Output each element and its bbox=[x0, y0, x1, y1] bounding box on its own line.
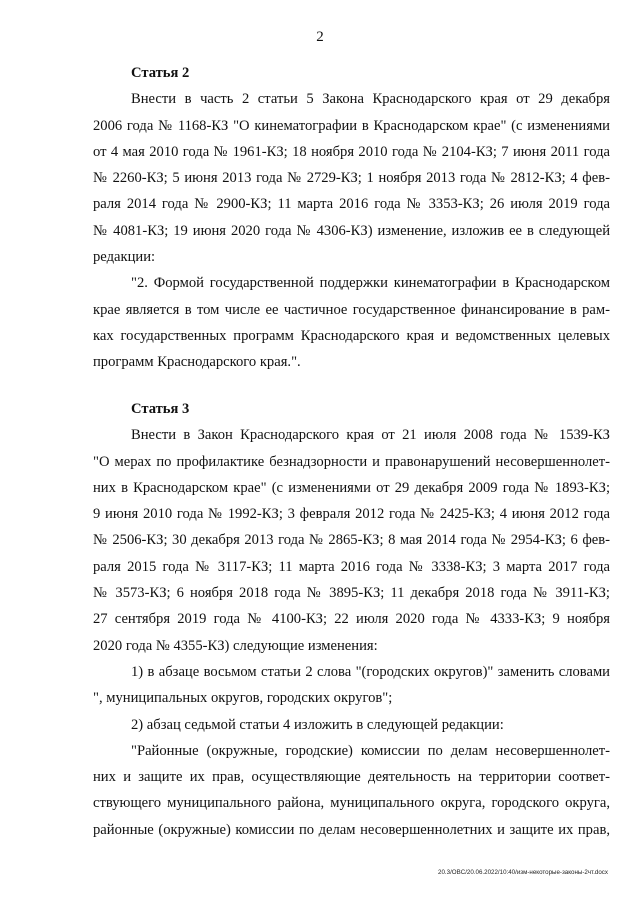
article-3-line: "Районные (окружные, городские) комиссии по делам несовершеннолет- bbox=[131, 742, 610, 759]
article-2-line: редакции: bbox=[93, 249, 156, 266]
article-3-line: них и защите их прав, осуществляющие деятельность на территории соответ- bbox=[93, 769, 610, 786]
article-3-line: районные (окружные) комиссии по делам несовершеннолетних и защите их прав, bbox=[93, 821, 610, 838]
article-3-line: № 2506-КЗ; 30 декабря 2013 года № 2865-КЗ; 8 мая 2014 года № 2954-КЗ; 6 фев- bbox=[93, 532, 610, 549]
article-2-line: от 4 мая 2010 года № 1961-КЗ; 18 ноября 2010 года № 2104-КЗ; 7 июня 2011 года bbox=[93, 143, 610, 160]
article-3-line: 9 июня 2010 года № 1992-КЗ; 3 февраля 2012 года № 2425-КЗ; 4 июня 2012 года bbox=[93, 506, 610, 523]
article-3-line: 2) абзац седьмой статьи 4 изложить в следующей редакции: bbox=[131, 716, 504, 733]
article-2-line: крае является в том числе ее частичное государственное финансирование в рам- bbox=[93, 301, 610, 318]
document-footer: 20.3/OBC/20.06.2022/10:40/изм-некоторые-законы-2чт.docx bbox=[438, 869, 608, 876]
article-3-line: ствующего муниципального района, муниципального округа, городского округа, bbox=[93, 795, 610, 812]
article-2-heading: Статья 2 bbox=[131, 65, 190, 81]
article-3-line: Внести в Закон Краснодарского края от 21 июля 2008 года № 1539-КЗ bbox=[131, 427, 610, 444]
article-2-line: Внести в часть 2 статьи 5 Закона Краснодарского края от 29 декабря bbox=[131, 91, 610, 108]
article-3-line: 27 сентября 2019 года № 4100-КЗ; 22 июля 2020 года № 4333-КЗ; 9 ноября bbox=[93, 611, 610, 628]
article-3-heading: Статья 3 bbox=[131, 401, 190, 417]
article-3-line: 1) в абзаце восьмом статьи 2 слова "(городских округов)" заменить словами bbox=[131, 663, 610, 680]
article-2-line: № 2260-КЗ; 5 июня 2013 года № 2729-КЗ; 1 ноября 2013 года № 2812-КЗ; 4 фев- bbox=[93, 170, 610, 187]
article-2-line: ках государственных программ Краснодарского края и ведомственных целевых bbox=[93, 327, 610, 344]
article-3-line: "О мерах по профилактике безнадзорности и правонарушений несовершеннолет- bbox=[93, 453, 610, 470]
article-3 bbox=[93, 396, 610, 843]
article-3-line: них в Краснодарском крае" (с изменениями от 29 декабря 2009 года № 1893-КЗ; bbox=[93, 479, 610, 496]
article-3-line: ", муниципальных округов, городских округов"; bbox=[93, 690, 393, 707]
page-number: 2 bbox=[316, 29, 324, 45]
article-2 bbox=[93, 60, 610, 376]
article-2-line: программ Краснодарского края.". bbox=[93, 354, 301, 371]
article-2-line: № 4081-КЗ; 19 июня 2020 года № 4306-КЗ) изменение, изложив ее в следующей bbox=[93, 222, 610, 239]
article-2-line: "2. Формой государственной поддержки кинематографии в Краснодарском bbox=[131, 275, 610, 292]
article-2-line: раля 2014 года № 2900-КЗ; 11 марта 2016 года № 3353-КЗ; 26 июля 2019 года bbox=[93, 196, 610, 213]
article-3-line: раля 2015 года № 3117-КЗ; 11 марта 2016 года № 3338-КЗ; 3 марта 2017 года bbox=[93, 558, 610, 575]
article-3-line: 2020 года № 4355-КЗ) следующие изменения: bbox=[93, 637, 378, 654]
article-3-line: № 3573-КЗ; 6 ноября 2018 года № 3895-КЗ; 11 декабря 2018 года № 3911-КЗ; bbox=[93, 585, 610, 602]
article-2-line: 2006 года № 1168-КЗ "О кинематографии в Краснодарском крае" (с изменениями bbox=[93, 117, 610, 134]
